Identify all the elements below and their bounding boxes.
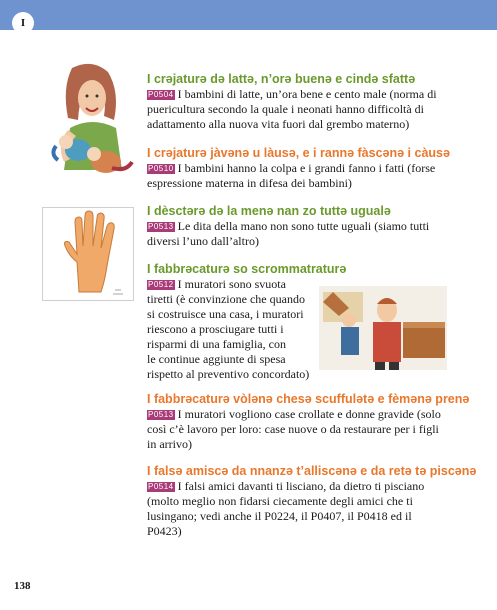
proverb-title: I falsə amiscə da nnanzə t’alliscənə e da retə tə piscənə bbox=[147, 464, 477, 478]
proverb-translation: I bambini hanno la colpa e i grandi fanno i fatti (forse espressione materna in difesa dei bambini) bbox=[147, 161, 436, 190]
proverb-title: I fabbrəcaturə so scrommatraturə bbox=[147, 262, 347, 276]
proverb-entry bbox=[147, 146, 450, 191]
proverb-body bbox=[147, 277, 332, 382]
proverb-body bbox=[147, 479, 447, 539]
hand-illustration-frame bbox=[42, 207, 134, 301]
proverb-entry bbox=[147, 392, 470, 452]
proverb-code-badge: P0510 bbox=[148, 164, 174, 173]
proverb-title: I crəjaturə jàvənə u làusə, e i rannə fàscənə i càusə bbox=[147, 146, 450, 160]
proverb-title: I crəjaturə də lattə, n’orə buenə e cində sfattə bbox=[147, 72, 416, 86]
proverb-translation-line: tiretti (è convinzione che quando bbox=[147, 292, 305, 306]
proverb-translation-line: I muratori sono svuota bbox=[177, 277, 286, 291]
proverb-translation-line: risparmi di una famiglia, con bbox=[147, 337, 286, 351]
proverb-translation: Le dita della mano non sono tutte uguali (siamo tutti diversi l’uno dall’altro) bbox=[147, 219, 430, 248]
proverb-entry bbox=[147, 204, 447, 249]
proverb-code-badge: P0513 bbox=[148, 410, 174, 419]
proverb-code-badge: P0513 bbox=[148, 222, 174, 231]
proverb-entry bbox=[147, 464, 477, 539]
proverb-translation-line: rispetto al preventivo concordato) bbox=[147, 367, 310, 381]
proverb-entry bbox=[147, 72, 447, 132]
proverb-body bbox=[147, 219, 447, 249]
proverb-translation: I falsi amici davanti ti lisciano, da dietro ti pisciano (molto meglio non fidarsi ciecamente degli amici che ti lusingano; vedi anche il P0224, il P0407, il P0418 ed il P0423) bbox=[147, 479, 425, 538]
proverb-code-badge: P0512 bbox=[148, 280, 174, 289]
proverb-translation-line: riescono a prosciugare tutti i bbox=[147, 322, 284, 336]
section-letter-tab: I bbox=[12, 12, 34, 34]
builders-drawing bbox=[319, 286, 447, 370]
proverb-translation-line: si costruisce una casa, i muratori bbox=[147, 307, 304, 321]
mother-and-babies-illustration bbox=[42, 58, 134, 188]
proverb-translation: I bambini di latte, un’ora bene e cento male (norma di puericultura secondo la quale i neonati hanno difficoltà di adattamento alla nuova vita fuori dal grembo materno) bbox=[147, 87, 437, 131]
proverb-title: I fabbrəcaturə vòlənə chesə scuffulətə e fèmənə prenə bbox=[147, 392, 470, 406]
proverb-translation: I muratori vogliono case crollate e donne gravide (solo così c’è lavoro per loro: case nuove o da restaurare per i figli in arrivo) bbox=[147, 407, 441, 451]
proverb-entry bbox=[147, 262, 347, 382]
hand-icon bbox=[43, 208, 133, 300]
proverb-body bbox=[147, 161, 447, 191]
proverb-body bbox=[147, 87, 447, 132]
page-number: 138 bbox=[14, 580, 31, 592]
proverb-translation-line: le continue aggiunte di spesa bbox=[147, 352, 286, 366]
proverb-title: I dèsctərə də la menə nan zo tuttə ugualə bbox=[147, 204, 391, 218]
proverb-code-badge: P0504 bbox=[148, 90, 174, 99]
header-bar bbox=[0, 0, 497, 30]
builders-illustration-frame bbox=[319, 286, 447, 370]
proverb-body bbox=[147, 407, 447, 452]
proverb-code-badge: P0514 bbox=[148, 482, 174, 491]
